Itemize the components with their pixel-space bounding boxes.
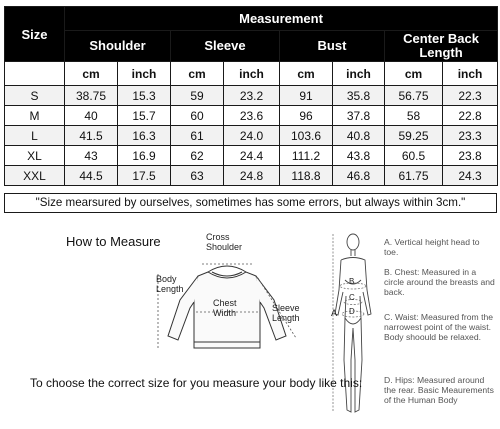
table-cell: 61.75 [385,166,443,186]
size-cell: S [5,86,65,106]
sleeve-header: Sleeve [171,31,280,62]
shoulder-header: Shoulder [65,31,171,62]
table-cell: 17.5 [118,166,171,186]
size-column-header: Size [5,7,65,62]
table-cell: 43 [65,146,118,166]
size-chart-table [4,6,498,186]
table-cell: 16.3 [118,126,171,146]
unit-label: inch [333,62,385,86]
table-cell: 15.7 [118,106,171,126]
table-cell: 46.8 [333,166,385,186]
table-row [5,86,498,106]
table-cell: 22.3 [443,86,498,106]
table-cell: 35.8 [333,86,385,106]
table-cell: 91 [280,86,333,106]
table-row [5,166,498,186]
table-cell: 96 [280,106,333,126]
size-cell: L [5,126,65,146]
table-cell: 23.2 [224,86,280,106]
center-back-length-header: Center Back Length [385,31,498,62]
table-cell: 23.3 [443,126,498,146]
table-cell: 60 [171,106,224,126]
table-cell: 22.8 [443,106,498,126]
table-cell: 44.5 [65,166,118,186]
table-cell: 16.9 [118,146,171,166]
table-cell: 24.0 [224,126,280,146]
unit-label: inch [118,62,171,86]
unit-label: cm [385,62,443,86]
table-row [5,126,498,146]
marker-b: B [349,277,355,286]
unit-label: cm [171,62,224,86]
unit-label: inch [443,62,498,86]
table-cell: 62 [171,146,224,166]
marker-c: C [349,293,355,302]
table-cell: 103.6 [280,126,333,146]
body-measure-figure [315,230,375,426]
unit-label: cm [280,62,333,86]
measure-instruction: To choose the correct size for you measure your body like this: [30,376,363,390]
table-cell: 23.6 [224,106,280,126]
table-cell: 24.8 [224,166,280,186]
marker-d: D [349,307,355,316]
table-cell: 40.8 [333,126,385,146]
table-cell: 63 [171,166,224,186]
sleeve-length-label: Sleeve Length [272,303,300,323]
unit-label: cm [65,62,118,86]
table-cell: 43.8 [333,146,385,166]
table-cell: 56.75 [385,86,443,106]
size-note: "Size mearsured by ourselves, sometimes has some errors, but always within 3cm." [4,193,497,213]
how-to-measure-title: How to Measure [66,234,161,249]
definition-d: D. Hips: Measured around the rear. Basic Meaurements of the Human Body [384,375,494,405]
table-cell: 38.75 [65,86,118,106]
cross-shoulder-label: Cross Shoulder [206,232,243,252]
table-cell: 59.25 [385,126,443,146]
unit-label: inch [224,62,280,86]
table-cell: 15.3 [118,86,171,106]
body-length-label: Body Length [156,274,184,294]
table-cell: 40 [65,106,118,126]
table-cell: 111.2 [280,146,333,166]
measurement-header: Measurement [65,7,498,31]
size-cell: XXL [5,166,65,186]
table-cell: 58 [385,106,443,126]
table-row [5,146,498,166]
marker-a: A [331,308,338,318]
size-cell: M [5,106,65,126]
table-cell: 60.5 [385,146,443,166]
definition-a: A. Vertical height head to toe. [384,237,480,257]
definition-b: B. Chest: Measured in a circle around the breasts and back. [384,267,495,297]
table-cell: 118.8 [280,166,333,186]
table-cell: 61 [171,126,224,146]
size-cell: XL [5,146,65,166]
definition-c: C. Waist: Measured from the narrowest point of the waist. Body shoould be relaxed. [384,312,494,342]
table-cell: 59 [171,86,224,106]
table-cell: 24.4 [224,146,280,166]
table-cell: 24.3 [443,166,498,186]
table-cell: 23.8 [443,146,498,166]
chest-width-label: Chest Width [213,298,237,318]
bust-header: Bust [280,31,385,62]
table-cell: 41.5 [65,126,118,146]
unit-row-spacer [5,62,65,86]
table-cell: 37.8 [333,106,385,126]
table-row [5,106,498,126]
